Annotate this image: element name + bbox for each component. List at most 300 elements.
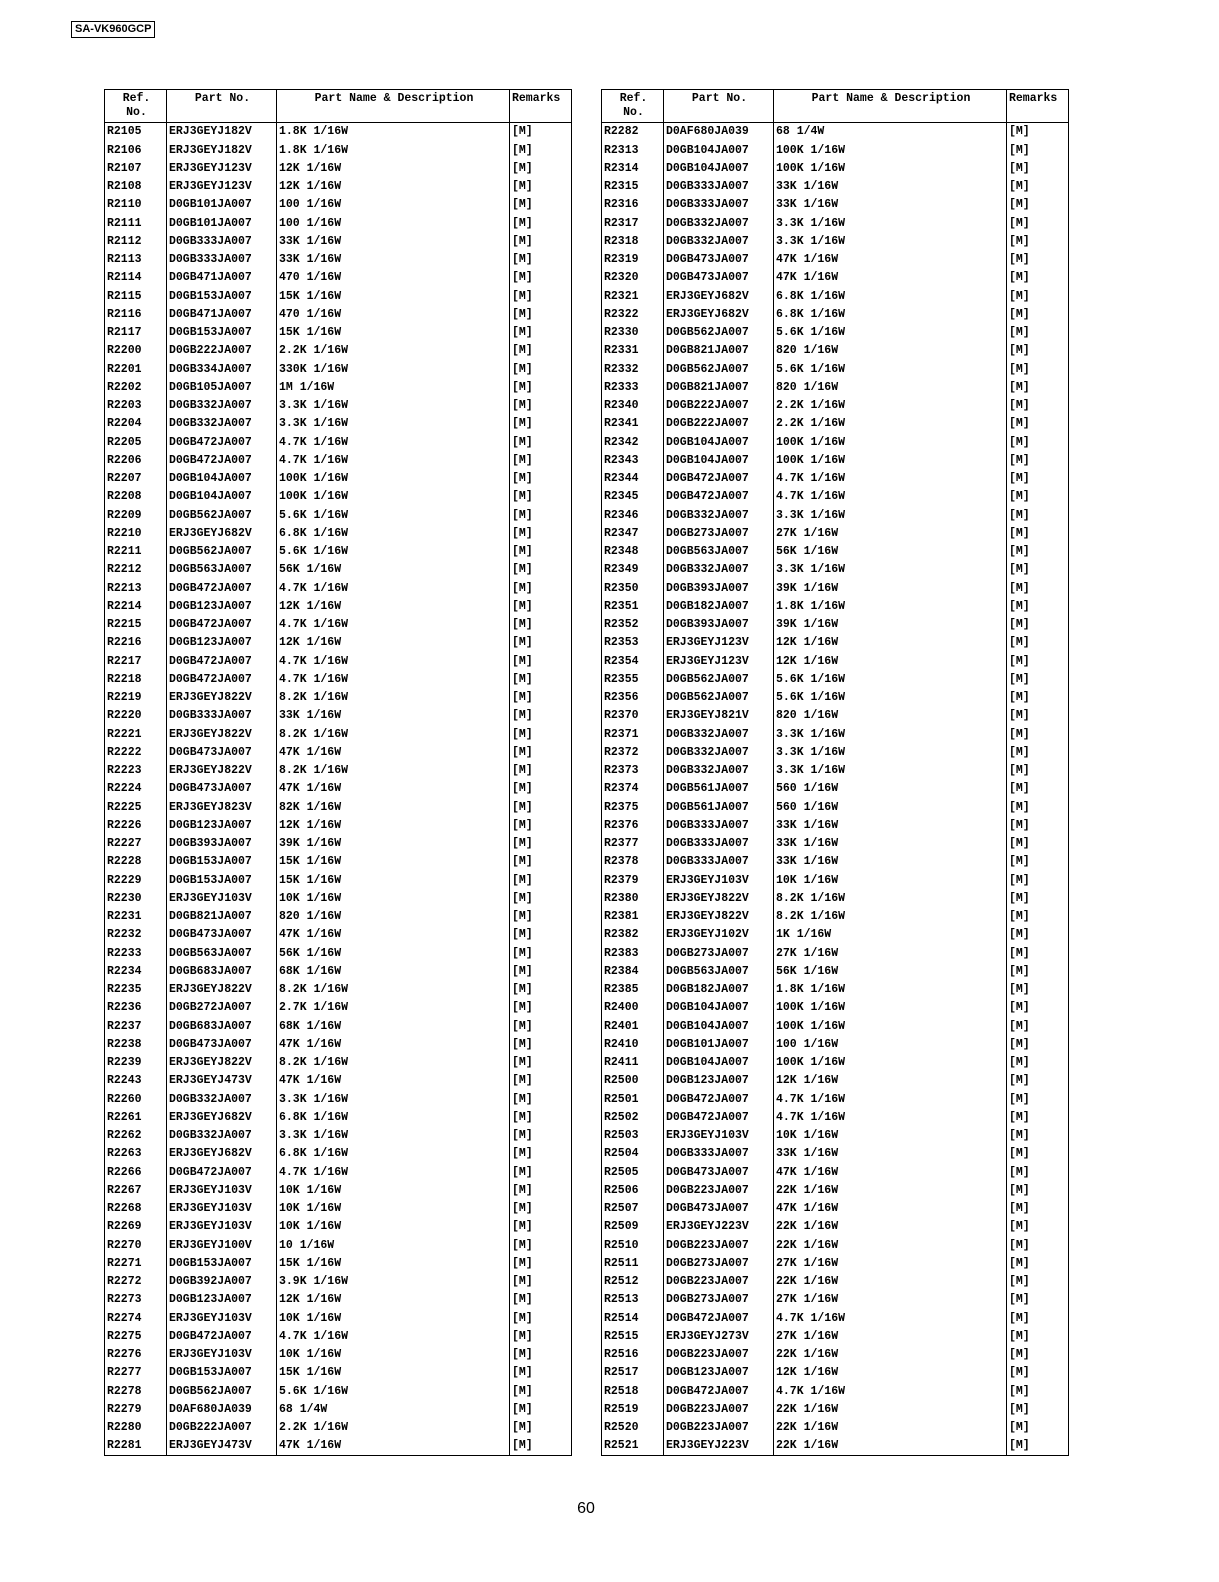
remarks-cell: [M]	[1007, 944, 1069, 962]
remarks-cell: [M]	[510, 598, 572, 616]
description-cell: 82K 1/16W	[277, 798, 510, 816]
description-cell: 3.3K 1/16W	[774, 214, 1007, 232]
description-cell: 22K 1/16W	[774, 1236, 1007, 1254]
description-cell: 470 1/16W	[277, 269, 510, 287]
part-no-cell: D0GB273JA007	[664, 1255, 774, 1273]
table-row	[602, 652, 1069, 670]
remarks-cell: [M]	[510, 214, 572, 232]
part-no-cell: ERJ3GEYJ823V	[167, 798, 277, 816]
description-cell: 100K 1/16W	[277, 470, 510, 488]
part-no-cell: ERJ3GEYJ822V	[167, 981, 277, 999]
header-description: Part Name & Description	[277, 90, 510, 123]
table-row	[105, 798, 572, 816]
table-row	[602, 1017, 1069, 1035]
table-row	[602, 1437, 1069, 1456]
remarks-cell: [M]	[510, 908, 572, 926]
table-row	[105, 744, 572, 762]
ref-no-cell: R2276	[105, 1346, 167, 1364]
remarks-cell: [M]	[1007, 214, 1069, 232]
remarks-cell: [M]	[510, 744, 572, 762]
table-row	[602, 1054, 1069, 1072]
ref-no-cell: R2203	[105, 397, 167, 415]
part-no-cell: D0GB821JA007	[664, 379, 774, 397]
ref-no-cell: R2373	[602, 762, 664, 780]
description-cell: 10K 1/16W	[277, 1200, 510, 1218]
table-row	[105, 1236, 572, 1254]
description-cell: 47K 1/16W	[774, 1200, 1007, 1218]
ref-no-cell: R2313	[602, 141, 664, 159]
ref-no-cell: R2342	[602, 433, 664, 451]
table-row	[105, 1255, 572, 1273]
ref-no-cell: R2385	[602, 981, 664, 999]
part-no-cell: D0GB123JA007	[664, 1072, 774, 1090]
remarks-cell: [M]	[1007, 652, 1069, 670]
remarks-cell: [M]	[1007, 415, 1069, 433]
part-no-cell: ERJ3GEYJ103V	[167, 1218, 277, 1236]
remarks-cell: [M]	[510, 926, 572, 944]
description-cell: 3.3K 1/16W	[774, 762, 1007, 780]
part-no-cell: D0GB683JA007	[167, 963, 277, 981]
part-no-cell: ERJ3GEYJ182V	[167, 123, 277, 142]
remarks-cell: [M]	[1007, 1328, 1069, 1346]
part-no-cell: ERJ3GEYJ100V	[167, 1236, 277, 1254]
table-row	[602, 1145, 1069, 1163]
table-row	[602, 324, 1069, 342]
description-cell: 10K 1/16W	[774, 1127, 1007, 1145]
ref-no-cell: R2377	[602, 835, 664, 853]
part-no-cell: D0GB472JA007	[664, 1109, 774, 1127]
part-no-cell: ERJ3GEYJ103V	[167, 1346, 277, 1364]
ref-no-cell: R2207	[105, 470, 167, 488]
description-cell: 3.9K 1/16W	[277, 1273, 510, 1291]
description-cell: 5.6K 1/16W	[774, 689, 1007, 707]
part-no-cell: ERJ3GEYJ102V	[664, 926, 774, 944]
ref-no-cell: R2224	[105, 780, 167, 798]
description-cell: 100K 1/16W	[774, 452, 1007, 470]
description-cell: 8.2K 1/16W	[277, 725, 510, 743]
description-cell: 2.2K 1/16W	[277, 1419, 510, 1437]
ref-no-cell: R2112	[105, 233, 167, 251]
table-row	[105, 1163, 572, 1181]
table-row	[602, 725, 1069, 743]
description-cell: 12K 1/16W	[774, 652, 1007, 670]
remarks-cell: [M]	[1007, 616, 1069, 634]
remarks-cell: [M]	[510, 1072, 572, 1090]
description-cell: 33K 1/16W	[277, 707, 510, 725]
ref-no-cell: R2272	[105, 1273, 167, 1291]
description-cell: 3.3K 1/16W	[774, 561, 1007, 579]
part-no-cell: D0GB333JA007	[664, 178, 774, 196]
table-row	[105, 123, 572, 142]
part-no-cell: D0GB333JA007	[664, 1145, 774, 1163]
remarks-cell: [M]	[510, 233, 572, 251]
description-cell: 39K 1/16W	[774, 579, 1007, 597]
description-cell: 100K 1/16W	[774, 141, 1007, 159]
description-cell: 100K 1/16W	[277, 488, 510, 506]
part-no-cell: D0GB123JA007	[167, 598, 277, 616]
part-no-cell: ERJ3GEYJ822V	[167, 1054, 277, 1072]
ref-no-cell: R2347	[602, 525, 664, 543]
ref-no-cell: R2221	[105, 725, 167, 743]
table-row	[105, 1419, 572, 1437]
remarks-cell: [M]	[1007, 488, 1069, 506]
ref-no-cell: R2370	[602, 707, 664, 725]
remarks-cell: [M]	[510, 488, 572, 506]
description-cell: 5.6K 1/16W	[774, 360, 1007, 378]
ref-no-cell: R2282	[602, 123, 664, 142]
remarks-cell: [M]	[510, 1218, 572, 1236]
part-no-cell: D0GB562JA007	[664, 671, 774, 689]
header-ref-line-1: Ref.	[619, 92, 648, 105]
description-cell: 5.6K 1/16W	[277, 543, 510, 561]
table-row	[602, 470, 1069, 488]
remarks-cell: [M]	[1007, 379, 1069, 397]
table-row	[105, 269, 572, 287]
remarks-cell: [M]	[510, 1036, 572, 1054]
remarks-cell: [M]	[1007, 178, 1069, 196]
table-row	[602, 1382, 1069, 1400]
description-cell: 560 1/16W	[774, 780, 1007, 798]
remarks-cell: [M]	[510, 671, 572, 689]
table-row	[105, 1072, 572, 1090]
description-cell: 10 1/16W	[277, 1236, 510, 1254]
description-cell: 100K 1/16W	[774, 1054, 1007, 1072]
description-cell: 560 1/16W	[774, 798, 1007, 816]
remarks-cell: [M]	[1007, 890, 1069, 908]
remarks-cell: [M]	[1007, 1036, 1069, 1054]
table-row	[602, 379, 1069, 397]
ref-no-cell: R2383	[602, 944, 664, 962]
part-no-cell: D0GB472JA007	[664, 470, 774, 488]
ref-no-cell: R2505	[602, 1163, 664, 1181]
ref-no-cell: R2209	[105, 506, 167, 524]
header-ref-no	[602, 90, 664, 123]
table-row	[602, 689, 1069, 707]
ref-no-cell: R2106	[105, 141, 167, 159]
remarks-cell: [M]	[1007, 196, 1069, 214]
header-remarks: Remarks	[1007, 90, 1069, 123]
remarks-cell: [M]	[510, 1273, 572, 1291]
part-no-cell: D0GB473JA007	[664, 251, 774, 269]
description-cell: 3.3K 1/16W	[277, 415, 510, 433]
description-cell: 68 1/4W	[774, 123, 1007, 142]
ref-no-cell: R2511	[602, 1255, 664, 1273]
part-no-cell: D0GB472JA007	[664, 1382, 774, 1400]
part-no-cell: D0GB153JA007	[167, 853, 277, 871]
remarks-cell: [M]	[510, 689, 572, 707]
part-no-cell: D0GB562JA007	[664, 689, 774, 707]
part-no-cell: D0GB104JA007	[664, 160, 774, 178]
part-no-cell: D0GB123JA007	[664, 1364, 774, 1382]
ref-no-cell: R2316	[602, 196, 664, 214]
part-no-cell: D0GB393JA007	[664, 616, 774, 634]
ref-no-cell: R2269	[105, 1218, 167, 1236]
description-cell: 6.8K 1/16W	[774, 287, 1007, 305]
part-no-cell: ERJ3GEYJ682V	[167, 1109, 277, 1127]
remarks-cell: [M]	[1007, 1218, 1069, 1236]
ref-no-cell: R2266	[105, 1163, 167, 1181]
remarks-cell: [M]	[1007, 141, 1069, 159]
ref-no-cell: R2281	[105, 1437, 167, 1456]
remarks-cell: [M]	[1007, 543, 1069, 561]
table-row	[602, 1109, 1069, 1127]
part-no-cell: D0GB222JA007	[664, 415, 774, 433]
description-cell: 4.7K 1/16W	[277, 1163, 510, 1181]
remarks-cell: [M]	[1007, 853, 1069, 871]
table-row	[105, 1382, 572, 1400]
table-row	[602, 1163, 1069, 1181]
part-no-cell: D0GB332JA007	[167, 415, 277, 433]
table-row	[602, 1072, 1069, 1090]
remarks-cell: [M]	[510, 1401, 572, 1419]
ref-no-cell: R2516	[602, 1346, 664, 1364]
description-cell: 22K 1/16W	[774, 1419, 1007, 1437]
part-no-cell: ERJ3GEYJ822V	[664, 908, 774, 926]
ref-no-cell: R2340	[602, 397, 664, 415]
description-cell: 15K 1/16W	[277, 1255, 510, 1273]
part-no-cell: D0GB105JA007	[167, 379, 277, 397]
part-no-cell: D0GB562JA007	[664, 324, 774, 342]
part-no-cell: D0GB472JA007	[167, 616, 277, 634]
part-no-cell: D0GB821JA007	[167, 908, 277, 926]
table-row	[602, 287, 1069, 305]
table-row	[105, 707, 572, 725]
table-row	[105, 835, 572, 853]
ref-no-cell: R2376	[602, 817, 664, 835]
description-cell: 5.6K 1/16W	[774, 671, 1007, 689]
remarks-cell: [M]	[510, 890, 572, 908]
description-cell: 12K 1/16W	[277, 160, 510, 178]
table-row	[602, 963, 1069, 981]
ref-no-cell: R2214	[105, 598, 167, 616]
description-cell: 820 1/16W	[774, 342, 1007, 360]
part-no-cell: D0GB101JA007	[167, 214, 277, 232]
description-cell: 820 1/16W	[277, 908, 510, 926]
ref-no-cell: R2503	[602, 1127, 664, 1145]
description-cell: 12K 1/16W	[774, 1072, 1007, 1090]
part-no-cell: D0GB101JA007	[664, 1036, 774, 1054]
table-row	[602, 1218, 1069, 1236]
remarks-cell: [M]	[1007, 1437, 1069, 1456]
ref-no-cell: R2315	[602, 178, 664, 196]
table-row	[105, 1054, 572, 1072]
remarks-cell: [M]	[1007, 433, 1069, 451]
table-row	[105, 1437, 572, 1456]
description-cell: 2.7K 1/16W	[277, 999, 510, 1017]
ref-no-cell: R2506	[602, 1182, 664, 1200]
ref-no-cell: R2117	[105, 324, 167, 342]
ref-no-cell: R2349	[602, 561, 664, 579]
part-no-cell: ERJ3GEYJ103V	[664, 871, 774, 889]
table-row	[105, 196, 572, 214]
ref-no-cell: R2330	[602, 324, 664, 342]
description-cell: 8.2K 1/16W	[277, 689, 510, 707]
table-row	[105, 1401, 572, 1419]
part-no-cell: D0GB472JA007	[664, 1090, 774, 1108]
part-no-cell: D0GB472JA007	[664, 488, 774, 506]
description-cell: 47K 1/16W	[277, 1437, 510, 1456]
description-cell: 33K 1/16W	[774, 835, 1007, 853]
part-no-cell: D0GB472JA007	[167, 433, 277, 451]
table-row	[602, 141, 1069, 159]
description-cell: 12K 1/16W	[277, 1291, 510, 1309]
table-row	[602, 1291, 1069, 1309]
description-cell: 2.2K 1/16W	[774, 397, 1007, 415]
part-no-cell: D0GB182JA007	[664, 981, 774, 999]
description-cell: 33K 1/16W	[277, 251, 510, 269]
table-row	[105, 671, 572, 689]
remarks-cell: [M]	[510, 616, 572, 634]
ref-no-cell: R2113	[105, 251, 167, 269]
ref-no-cell: R2279	[105, 1401, 167, 1419]
part-no-cell: D0GB223JA007	[664, 1236, 774, 1254]
part-no-cell: D0GB332JA007	[664, 561, 774, 579]
ref-no-cell: R2275	[105, 1328, 167, 1346]
remarks-cell: [M]	[1007, 999, 1069, 1017]
remarks-cell: [M]	[1007, 1200, 1069, 1218]
ref-no-cell: R2220	[105, 707, 167, 725]
table-row	[105, 780, 572, 798]
remarks-cell: [M]	[510, 762, 572, 780]
ref-no-cell: R2229	[105, 871, 167, 889]
table-row	[602, 397, 1069, 415]
header-ref-line-2: No.	[623, 106, 644, 119]
description-cell: 820 1/16W	[774, 379, 1007, 397]
ref-no-cell: R2239	[105, 1054, 167, 1072]
ref-no-cell: R2211	[105, 543, 167, 561]
description-cell: 47K 1/16W	[277, 1072, 510, 1090]
part-no-cell: D0GB562JA007	[167, 1382, 277, 1400]
part-no-cell: D0GB471JA007	[167, 306, 277, 324]
table-row	[105, 1090, 572, 1108]
ref-no-cell: R2501	[602, 1090, 664, 1108]
table-row	[105, 981, 572, 999]
table-row	[105, 1346, 572, 1364]
ref-no-cell: R2341	[602, 415, 664, 433]
ref-no-cell: R2116	[105, 306, 167, 324]
page-number: 60	[577, 1500, 595, 1517]
part-no-cell: D0GB473JA007	[167, 780, 277, 798]
remarks-cell: [M]	[510, 1419, 572, 1437]
ref-no-cell: R2105	[105, 123, 167, 142]
remarks-cell: [M]	[510, 306, 572, 324]
table-row	[602, 598, 1069, 616]
remarks-cell: [M]	[510, 1017, 572, 1035]
ref-no-cell: R2235	[105, 981, 167, 999]
table-row	[105, 999, 572, 1017]
part-no-cell: D0GB333JA007	[167, 707, 277, 725]
table-row	[105, 1273, 572, 1291]
part-no-cell: D0GB272JA007	[167, 999, 277, 1017]
remarks-cell: [M]	[1007, 1364, 1069, 1382]
remarks-cell: [M]	[1007, 251, 1069, 269]
part-no-cell: D0GB472JA007	[167, 452, 277, 470]
description-cell: 5.6K 1/16W	[277, 1382, 510, 1400]
description-cell: 3.3K 1/16W	[774, 506, 1007, 524]
ref-no-cell: R2227	[105, 835, 167, 853]
ref-no-cell: R2268	[105, 1200, 167, 1218]
ref-no-cell: R2318	[602, 233, 664, 251]
table-row	[105, 233, 572, 251]
description-cell: 100K 1/16W	[774, 999, 1007, 1017]
table-row	[602, 944, 1069, 962]
remarks-cell: [M]	[510, 944, 572, 962]
table-row	[105, 944, 572, 962]
part-no-cell: D0GB153JA007	[167, 871, 277, 889]
ref-no-cell: R2333	[602, 379, 664, 397]
table-row	[105, 452, 572, 470]
table-header-row	[105, 90, 572, 123]
ref-no-cell: R2507	[602, 1200, 664, 1218]
part-no-cell: D0GB332JA007	[664, 744, 774, 762]
ref-no-cell: R2228	[105, 853, 167, 871]
remarks-cell: [M]	[510, 342, 572, 360]
remarks-cell: [M]	[510, 725, 572, 743]
model-number: SA-VK960GCP	[71, 21, 155, 38]
part-no-cell: D0GB473JA007	[664, 269, 774, 287]
part-no-cell: D0GB563JA007	[664, 963, 774, 981]
ref-no-cell: R2331	[602, 342, 664, 360]
ref-no-cell: R2374	[602, 780, 664, 798]
ref-no-cell: R2237	[105, 1017, 167, 1035]
description-cell: 6.8K 1/16W	[277, 525, 510, 543]
ref-no-cell: R2236	[105, 999, 167, 1017]
description-cell: 4.7K 1/16W	[277, 433, 510, 451]
part-no-cell: D0GB563JA007	[167, 561, 277, 579]
description-cell: 6.8K 1/16W	[277, 1145, 510, 1163]
part-no-cell: D0GB222JA007	[167, 1419, 277, 1437]
table-row	[105, 214, 572, 232]
remarks-cell: [M]	[510, 707, 572, 725]
table-row	[602, 1036, 1069, 1054]
description-cell: 56K 1/16W	[277, 561, 510, 579]
description-cell: 47K 1/16W	[277, 926, 510, 944]
table-row	[105, 634, 572, 652]
remarks-cell: [M]	[1007, 1163, 1069, 1181]
remarks-cell: [M]	[1007, 1382, 1069, 1400]
description-cell: 2.2K 1/16W	[277, 342, 510, 360]
part-no-cell: D0GB332JA007	[664, 506, 774, 524]
description-cell: 22K 1/16W	[774, 1346, 1007, 1364]
part-no-cell: ERJ3GEYJ223V	[664, 1437, 774, 1456]
ref-no-cell: R2202	[105, 379, 167, 397]
remarks-cell: [M]	[1007, 817, 1069, 835]
table-row	[105, 579, 572, 597]
remarks-cell: [M]	[510, 1328, 572, 1346]
description-cell: 1.8K 1/16W	[774, 981, 1007, 999]
description-cell: 3.3K 1/16W	[277, 1127, 510, 1145]
ref-no-cell: R2261	[105, 1109, 167, 1127]
ref-no-cell: R2230	[105, 890, 167, 908]
part-no-cell: D0GB332JA007	[167, 1090, 277, 1108]
table-row	[105, 506, 572, 524]
part-no-cell: ERJ3GEYJ682V	[167, 525, 277, 543]
remarks-cell: [M]	[510, 871, 572, 889]
ref-no-cell: R2263	[105, 1145, 167, 1163]
table-row	[602, 908, 1069, 926]
remarks-cell: [M]	[510, 470, 572, 488]
ref-no-cell: R2346	[602, 506, 664, 524]
part-no-cell: ERJ3GEYJ682V	[167, 1145, 277, 1163]
table-row	[602, 1182, 1069, 1200]
remarks-cell: [M]	[510, 452, 572, 470]
remarks-cell: [M]	[1007, 981, 1069, 999]
description-cell: 12K 1/16W	[774, 1364, 1007, 1382]
table-row	[602, 251, 1069, 269]
part-no-cell: D0GB223JA007	[664, 1182, 774, 1200]
description-cell: 1K 1/16W	[774, 926, 1007, 944]
remarks-cell: [M]	[510, 1200, 572, 1218]
